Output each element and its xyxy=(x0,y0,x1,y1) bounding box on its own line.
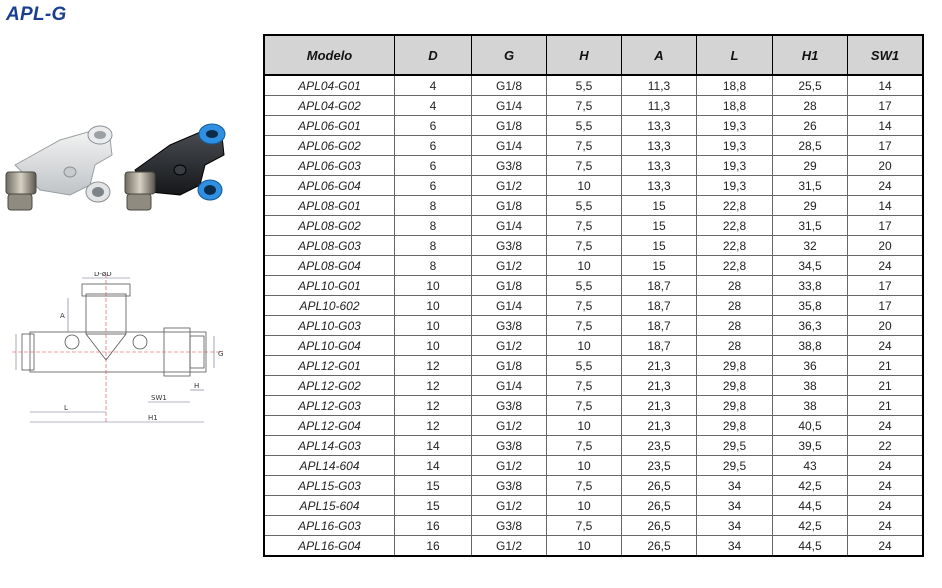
table-cell: 12 xyxy=(395,416,472,436)
cell-model: APL04-G02 xyxy=(264,96,395,116)
table-cell: 25,5 xyxy=(773,75,848,96)
header-a: A xyxy=(622,35,697,75)
table-cell: 26,5 xyxy=(622,496,697,516)
table-row xyxy=(264,536,923,557)
table-cell: 10 xyxy=(395,336,472,356)
table-cell: 31,5 xyxy=(773,176,848,196)
table-cell: 28 xyxy=(773,96,848,116)
table-cell: 12 xyxy=(395,376,472,396)
header-h: H xyxy=(547,35,622,75)
table-cell: 5,5 xyxy=(547,356,622,376)
table-cell: 7,5 xyxy=(547,136,622,156)
table-cell: 7,5 xyxy=(547,476,622,496)
table-cell: 7,5 xyxy=(547,156,622,176)
table-cell: 36,3 xyxy=(773,316,848,336)
table-cell: 19,3 xyxy=(697,116,773,136)
table-cell: 34 xyxy=(697,516,773,536)
table-cell: 22,8 xyxy=(697,236,773,256)
cell-model: APL10-G03 xyxy=(264,316,395,336)
cell-model: APL12-G02 xyxy=(264,376,395,396)
table-cell: 22,8 xyxy=(697,216,773,236)
table-row xyxy=(264,276,923,296)
table-cell: 13,3 xyxy=(622,136,697,156)
table-cell: 17 xyxy=(848,296,924,316)
table-cell: 17 xyxy=(848,136,924,156)
table-cell: 28 xyxy=(697,316,773,336)
table-cell: G1/8 xyxy=(472,276,547,296)
cell-model: APL06-G01 xyxy=(264,116,395,136)
table-cell: 34 xyxy=(697,476,773,496)
table-cell: 4 xyxy=(395,75,472,96)
table-row xyxy=(264,416,923,436)
table-cell: 35,8 xyxy=(773,296,848,316)
table-row xyxy=(264,436,923,456)
table-cell: 20 xyxy=(848,236,924,256)
table-cell: 21,3 xyxy=(622,396,697,416)
table-cell: 10 xyxy=(395,276,472,296)
table-cell: 42,5 xyxy=(773,516,848,536)
table-cell: 7,5 xyxy=(547,436,622,456)
table-cell: 29 xyxy=(773,196,848,216)
table-cell: 21,3 xyxy=(622,376,697,396)
cell-model: APL12-G01 xyxy=(264,356,395,376)
table-cell: 19,3 xyxy=(697,136,773,156)
table-cell: 24 xyxy=(848,176,924,196)
cell-model: APL12-G04 xyxy=(264,416,395,436)
table-cell: 38,8 xyxy=(773,336,848,356)
table-cell: 14 xyxy=(848,116,924,136)
table-cell: G1/8 xyxy=(472,196,547,216)
table-cell: 6 xyxy=(395,136,472,156)
table-cell: G3/8 xyxy=(472,156,547,176)
cell-model: APL14-604 xyxy=(264,456,395,476)
header-modelo: Modelo xyxy=(264,35,395,75)
table-row xyxy=(264,236,923,256)
table-cell: 14 xyxy=(395,456,472,476)
table-cell: 18,8 xyxy=(697,75,773,96)
table-cell: 18,7 xyxy=(622,316,697,336)
table-cell: 39,5 xyxy=(773,436,848,456)
table-cell: 40,5 xyxy=(773,416,848,436)
table-row xyxy=(264,476,923,496)
table-cell: 28,5 xyxy=(773,136,848,156)
cell-model: APL06-G03 xyxy=(264,156,395,176)
table-cell: 22,8 xyxy=(697,256,773,276)
table-cell: 7,5 xyxy=(547,96,622,116)
header-h1: H1 xyxy=(773,35,848,75)
table-cell: 10 xyxy=(395,296,472,316)
table-row xyxy=(264,456,923,476)
table-cell: 31,5 xyxy=(773,216,848,236)
table-cell: 6 xyxy=(395,176,472,196)
cell-model: APL08-G04 xyxy=(264,256,395,276)
table-cell: 24 xyxy=(848,416,924,436)
table-cell: G3/8 xyxy=(472,316,547,336)
table-cell: 26,5 xyxy=(622,536,697,557)
cell-model: APL16-G03 xyxy=(264,516,395,536)
product-photo xyxy=(0,110,240,220)
table-cell: 29,8 xyxy=(697,416,773,436)
table-row xyxy=(264,156,923,176)
cell-model: APL15-G03 xyxy=(264,476,395,496)
table-cell: 14 xyxy=(848,196,924,216)
table-cell: 29,8 xyxy=(697,356,773,376)
table-cell: 8 xyxy=(395,236,472,256)
table-row xyxy=(264,356,923,376)
table-cell: 21 xyxy=(848,396,924,416)
table-cell: 10 xyxy=(547,496,622,516)
table-cell: 26 xyxy=(773,116,848,136)
table-cell: G3/8 xyxy=(472,436,547,456)
table-cell: 4 xyxy=(395,96,472,116)
table-cell: 26,5 xyxy=(622,516,697,536)
page-title: APL-G xyxy=(6,4,67,25)
table-row xyxy=(264,136,923,156)
cell-model: APL12-G03 xyxy=(264,396,395,416)
table-cell: 12 xyxy=(395,396,472,416)
header-d: D xyxy=(395,35,472,75)
table-cell: 20 xyxy=(848,316,924,336)
table-cell: G1/4 xyxy=(472,376,547,396)
cell-model: APL08-G01 xyxy=(264,196,395,216)
table-cell: G3/8 xyxy=(472,516,547,536)
table-cell: 34 xyxy=(697,496,773,516)
table-cell: 11,3 xyxy=(622,75,697,96)
table-cell: 5,5 xyxy=(547,75,622,96)
table-cell: 18,7 xyxy=(622,296,697,316)
table-cell: G1/2 xyxy=(472,416,547,436)
table-cell: 15 xyxy=(395,496,472,516)
table-cell: 7,5 xyxy=(547,396,622,416)
table-cell: 5,5 xyxy=(547,116,622,136)
table-cell: 26,5 xyxy=(622,476,697,496)
table-cell: 16 xyxy=(395,536,472,557)
table-cell: 38 xyxy=(773,396,848,416)
specification-table xyxy=(263,34,924,557)
table-cell: 13,3 xyxy=(622,176,697,196)
table-cell: 42,5 xyxy=(773,476,848,496)
table-cell: 10 xyxy=(547,256,622,276)
header-g: G xyxy=(472,35,547,75)
table-row xyxy=(264,256,923,276)
table-cell: 6 xyxy=(395,116,472,136)
cell-model: APL04-G01 xyxy=(264,75,395,96)
table-row xyxy=(264,216,923,236)
table-cell: 29,8 xyxy=(697,396,773,416)
table-cell: 18,7 xyxy=(622,276,697,296)
table-cell: 36 xyxy=(773,356,848,376)
table-cell: 44,5 xyxy=(773,536,848,557)
cell-model: APL10-602 xyxy=(264,296,395,316)
table-cell: 12 xyxy=(395,356,472,376)
table-cell: G1/8 xyxy=(472,356,547,376)
table-row xyxy=(264,376,923,396)
drawing-label-l: L xyxy=(64,404,68,412)
table-cell: 13,3 xyxy=(622,116,697,136)
table-cell: 29 xyxy=(773,156,848,176)
table-cell: G1/2 xyxy=(472,256,547,276)
table-cell: 10 xyxy=(547,176,622,196)
cell-model: APL10-G01 xyxy=(264,276,395,296)
table-cell: 11,3 xyxy=(622,96,697,116)
table-cell: 17 xyxy=(848,276,924,296)
table-cell: 43 xyxy=(773,456,848,476)
table-cell: 10 xyxy=(547,416,622,436)
table-cell: 8 xyxy=(395,256,472,276)
table-cell: 10 xyxy=(547,456,622,476)
table-cell: 34 xyxy=(697,536,773,557)
table-cell: 8 xyxy=(395,216,472,236)
table-cell: 6 xyxy=(395,156,472,176)
drawing-label-d: D-øD xyxy=(94,272,112,278)
table-cell: 44,5 xyxy=(773,496,848,516)
table-cell: 19,3 xyxy=(697,156,773,176)
table-cell: G1/8 xyxy=(472,116,547,136)
table-cell: 29,5 xyxy=(697,456,773,476)
table-cell: 38 xyxy=(773,376,848,396)
white-tee-fitting xyxy=(6,126,112,210)
table-cell: 7,5 xyxy=(547,516,622,536)
table-row xyxy=(264,496,923,516)
table-cell: 18,8 xyxy=(697,96,773,116)
table-cell: 10 xyxy=(547,336,622,356)
table-row xyxy=(264,396,923,416)
cell-model: APL06-G04 xyxy=(264,176,395,196)
table-cell: G1/4 xyxy=(472,136,547,156)
table-cell: 17 xyxy=(848,96,924,116)
table-cell: 14 xyxy=(395,436,472,456)
drawing-label-sw1: SW1 xyxy=(151,394,167,402)
table-cell: 19,3 xyxy=(697,176,773,196)
table-cell: 34,5 xyxy=(773,256,848,276)
table-cell: 16 xyxy=(395,516,472,536)
table-cell: 24 xyxy=(848,536,924,557)
table-cell: G1/8 xyxy=(472,75,547,96)
table-row xyxy=(264,336,923,356)
table-cell: G1/2 xyxy=(472,456,547,476)
table-cell: 28 xyxy=(697,296,773,316)
table-cell: 7,5 xyxy=(547,376,622,396)
cell-model: APL16-G04 xyxy=(264,536,395,557)
table-cell: 28 xyxy=(697,276,773,296)
table-cell: 7,5 xyxy=(547,316,622,336)
table-cell: 20 xyxy=(848,156,924,176)
table-cell: 29,5 xyxy=(697,436,773,456)
table-cell: G3/8 xyxy=(472,236,547,256)
cell-model: APL14-G03 xyxy=(264,436,395,456)
table-cell: 15 xyxy=(622,256,697,276)
cell-model: APL08-G03 xyxy=(264,236,395,256)
table-cell: G1/2 xyxy=(472,536,547,557)
table-cell: 8 xyxy=(395,196,472,216)
table-cell: 23,5 xyxy=(622,436,697,456)
table-row xyxy=(264,196,923,216)
table-cell: 5,5 xyxy=(547,276,622,296)
table-cell: 15 xyxy=(395,476,472,496)
table-cell: G3/8 xyxy=(472,476,547,496)
table-row xyxy=(264,176,923,196)
table-cell: 29,8 xyxy=(697,376,773,396)
technical-drawing xyxy=(8,272,238,432)
table-cell: 24 xyxy=(848,256,924,276)
table-cell: 32 xyxy=(773,236,848,256)
table-row xyxy=(264,116,923,136)
cell-model: APL06-G02 xyxy=(264,136,395,156)
table-cell: 24 xyxy=(848,476,924,496)
table-row xyxy=(264,516,923,536)
table-row xyxy=(264,296,923,316)
table-cell: 33,8 xyxy=(773,276,848,296)
table-row xyxy=(264,75,923,96)
table-cell: 22 xyxy=(848,436,924,456)
table-cell: 21 xyxy=(848,356,924,376)
drawing-label-h1: H1 xyxy=(148,414,158,422)
cell-model: APL10-G04 xyxy=(264,336,395,356)
table-cell: 5,5 xyxy=(547,196,622,216)
table-cell: 24 xyxy=(848,516,924,536)
table-cell: G3/8 xyxy=(472,396,547,416)
table-cell: G1/2 xyxy=(472,336,547,356)
table-header-row xyxy=(264,35,923,75)
header-l: L xyxy=(697,35,773,75)
table-cell: 7,5 xyxy=(547,236,622,256)
table-cell: 28 xyxy=(697,336,773,356)
table-cell: 24 xyxy=(848,456,924,476)
table-cell: 10 xyxy=(395,316,472,336)
table-cell: 21 xyxy=(848,376,924,396)
table-row xyxy=(264,96,923,116)
table-cell: 22,8 xyxy=(697,196,773,216)
table-cell: G1/2 xyxy=(472,176,547,196)
drawing-label-h: H xyxy=(194,382,200,390)
table-cell: 15 xyxy=(622,236,697,256)
table-cell: 13,3 xyxy=(622,156,697,176)
table-cell: 21,3 xyxy=(622,416,697,436)
table-cell: 18,7 xyxy=(622,336,697,356)
cell-model: APL08-G02 xyxy=(264,216,395,236)
table-cell: G1/4 xyxy=(472,216,547,236)
table-cell: 24 xyxy=(848,336,924,356)
table-cell: 15 xyxy=(622,216,697,236)
table-cell: 23,5 xyxy=(622,456,697,476)
table-cell: 14 xyxy=(848,75,924,96)
table-cell: 7,5 xyxy=(547,216,622,236)
cell-model: APL15-604 xyxy=(264,496,395,516)
header-sw1: SW1 xyxy=(848,35,924,75)
black-tee-fitting xyxy=(125,124,225,210)
drawing-label-a: A xyxy=(60,312,65,320)
table-cell: G1/4 xyxy=(472,96,547,116)
table-cell: 24 xyxy=(848,496,924,516)
table-cell: G1/4 xyxy=(472,296,547,316)
table-cell: 10 xyxy=(547,536,622,557)
table-cell: G1/2 xyxy=(472,496,547,516)
table-cell: 7,5 xyxy=(547,296,622,316)
table-row xyxy=(264,316,923,336)
table-cell: 17 xyxy=(848,216,924,236)
drawing-label-g: G xyxy=(218,350,224,358)
table-cell: 15 xyxy=(622,196,697,216)
table-cell: 21,3 xyxy=(622,356,697,376)
